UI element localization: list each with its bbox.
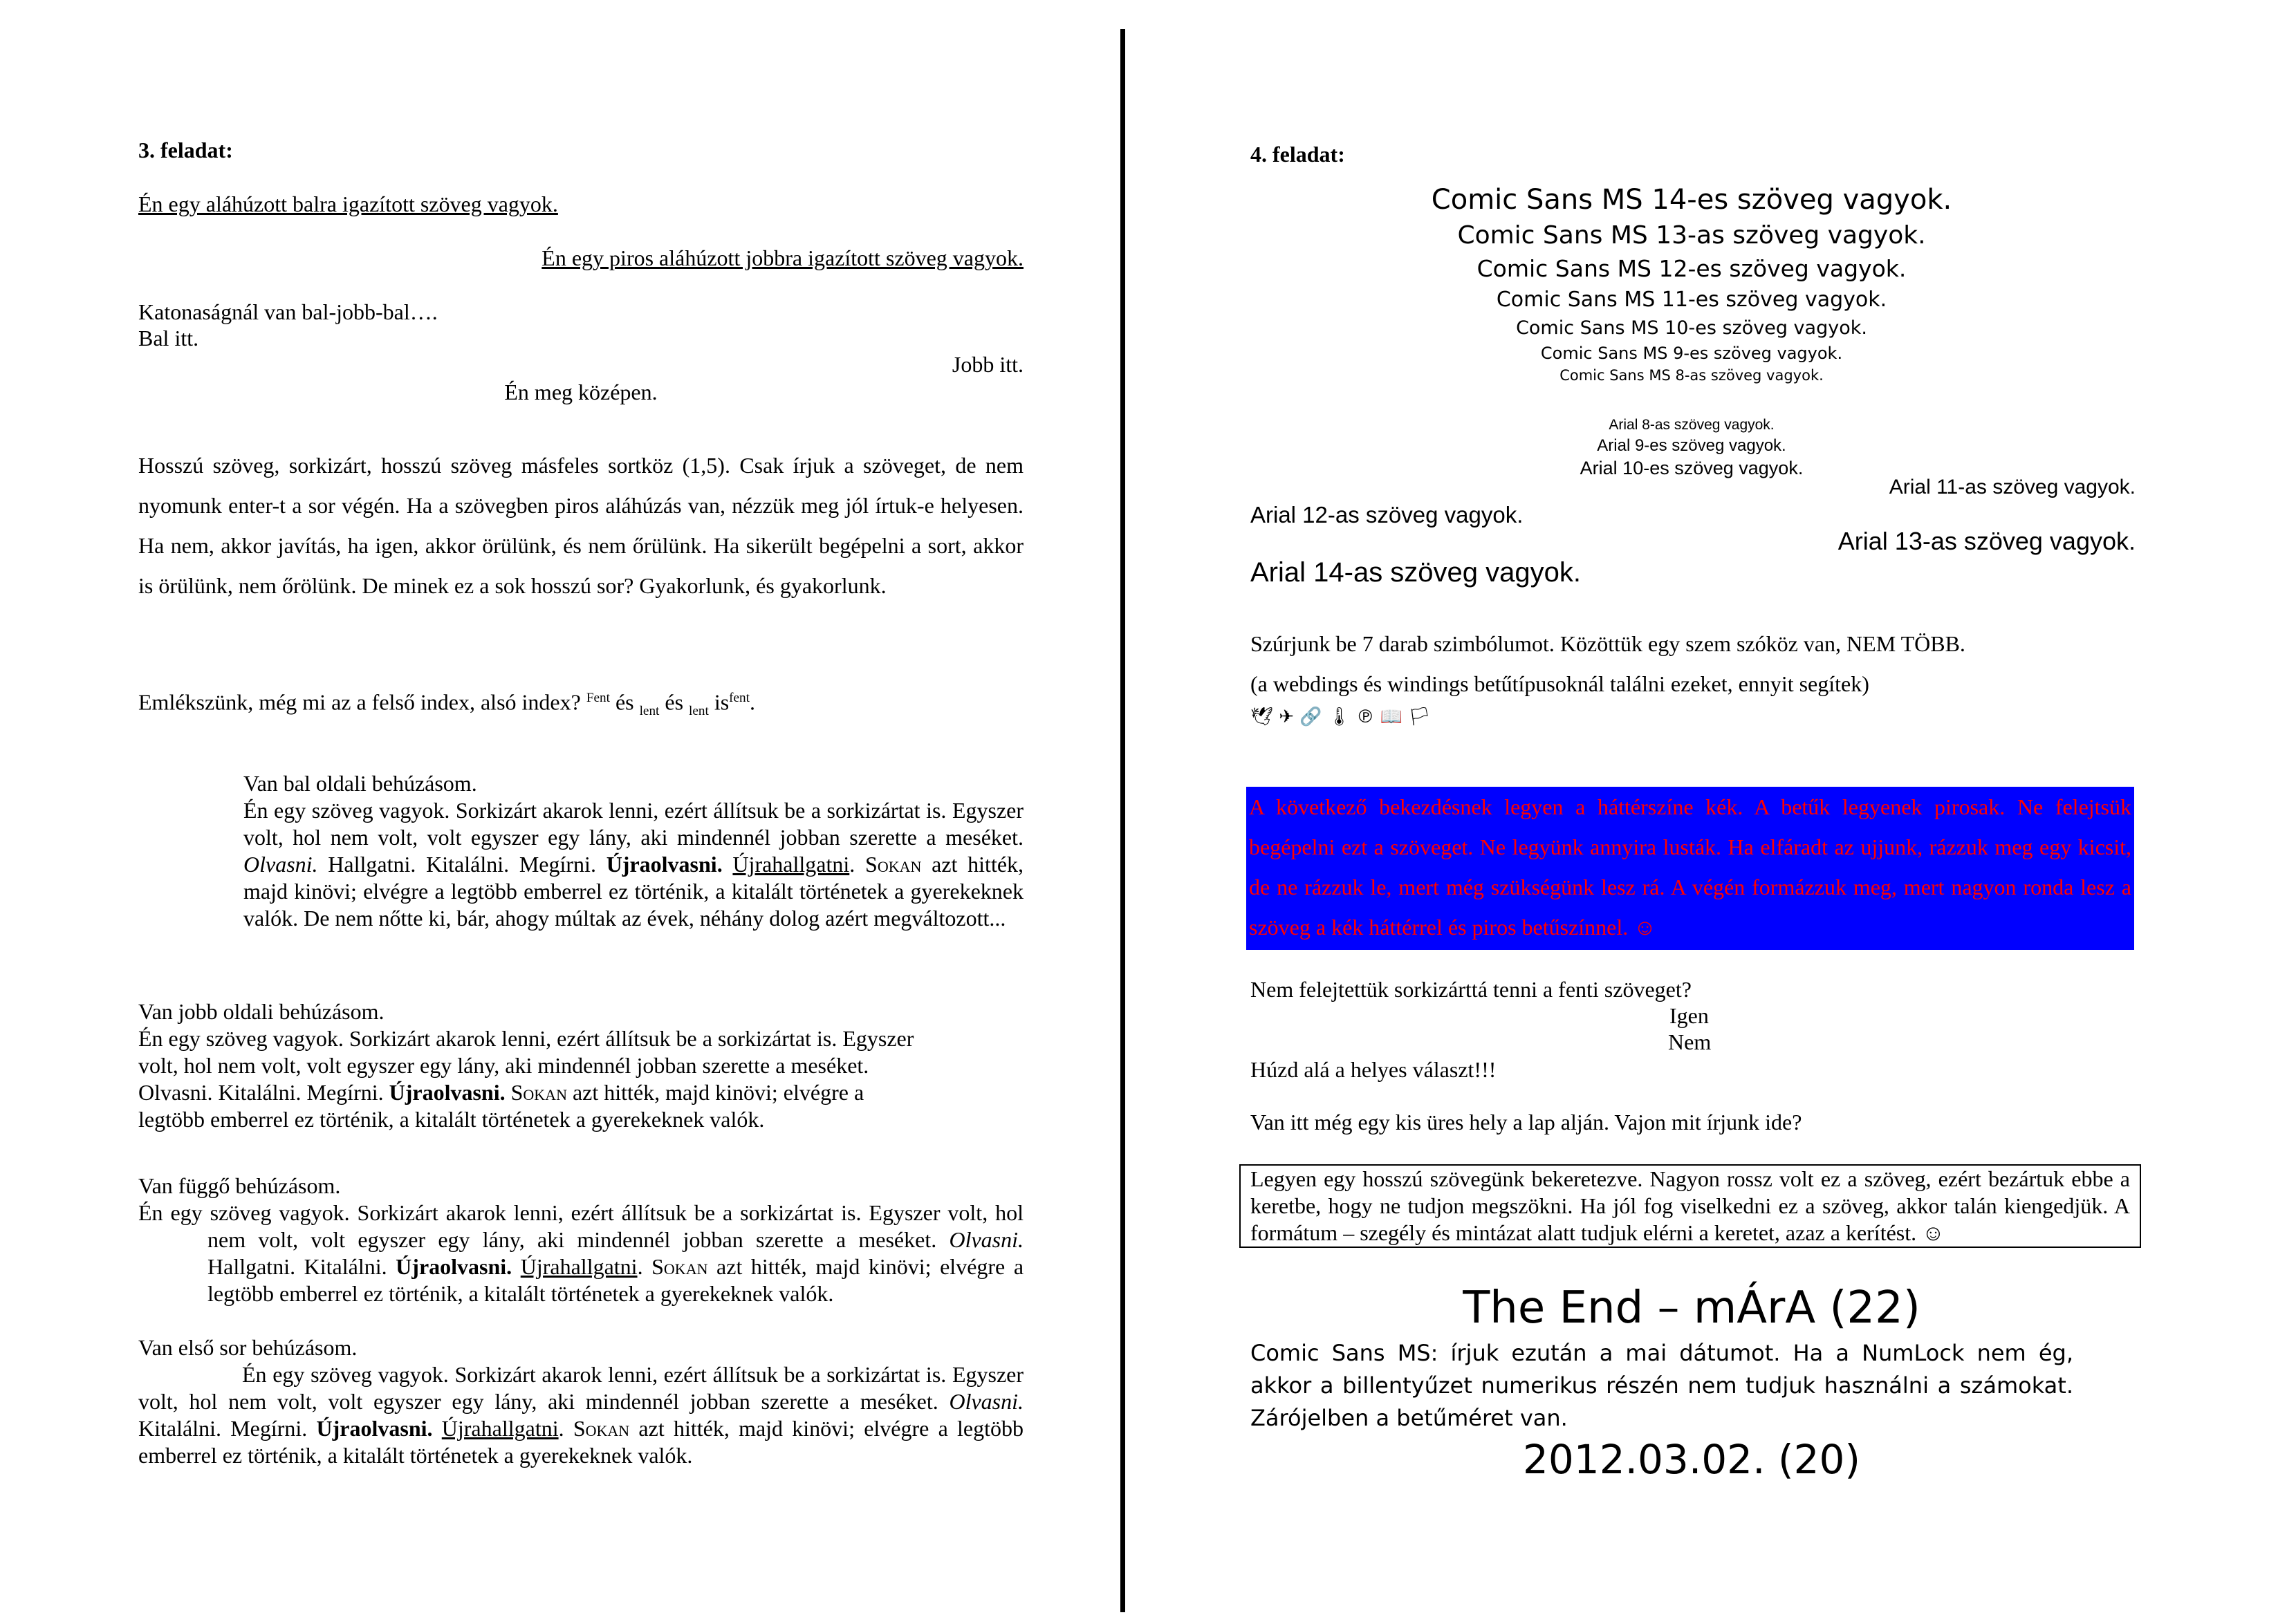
army-line-2: Bal itt. (138, 326, 199, 351)
superscript-2: fent (729, 691, 750, 705)
question-justified: Nem felejtettük sorkizárttá tenni a fenti szöveget? (1250, 977, 1692, 1002)
subscript-2: lent (689, 704, 709, 719)
index-word-2: és (665, 689, 684, 715)
bordered-paragraph: Legyen egy hosszú szövegünk bekeretezve. Nagyon rossz volt ez a szöveg, ezért bezártuk ebbe a keretbe, hogy ne tudjon megszökni. Ha jól fog viselkedni ez a szöveg, akkor talán kiengedjük. A formátum – szegély és mintázat alatt tudjuk elérni a keretet, azaz a kerítést. ☺ (1239, 1164, 2141, 1248)
page-divider (1120, 29, 1125, 1612)
symbols-row: 🕊 ✈ 🔗 🌡 ℗ 📖 🏳 (1250, 707, 1432, 727)
block2-title: Van jobb oldali behúzásom. (138, 999, 385, 1024)
arial-12: Arial 12-as szöveg vagyok. (1250, 502, 1524, 528)
index-end: . (750, 689, 755, 715)
block4-body: Én egy szöveg vagyok. Sorkizárt akarok lenni, ezért állítsuk be a sorkizártat is. Egyszer volt, hol nem volt, volt egyszer egy lány, aki mindennél jobban szerette a meséket. Olvasni. Kitalálni. Megírni. Újraolvasni. Újrahallgatni. Sokan azt hitték, majd kinövi; elvégre a legtöbb emberrel ez történik, a kitalált történetek a gyerekeknek valók. (138, 1362, 1024, 1468)
underlined-right-line: Én egy piros aláhúzott jobbra igazított szöveg vagyok. (541, 245, 1024, 270)
symbols-instruction-1: Szúrjunk be 7 darab szimbólumot. Közöttük egy szem szóköz van, NEM TÖBB. (1250, 631, 1965, 656)
instruction-underline: Húzd alá a helyes választ!!! (1250, 1057, 1497, 1082)
block2-body: Én egy szöveg vagyok. Sorkizárt akarok lenni, ezért állítsuk be a sorkizártat is. Egyszer volt, hol nem volt, volt egyszer egy lány, aki mindennél jobban szerette a meséket. Olvasni. Kitalálni. Megírni. Újraolvasni. Sokan azt hitték, majd kinövi; elvégre a legtöbb emberrel ez történik, a kitalált történetek a gyerekeknek valók. (138, 1026, 914, 1132)
block4-title: Van első sor behúzásom. (138, 1335, 358, 1360)
task4-heading: 4. feladat: (1250, 142, 1345, 167)
arial-centered-list (1250, 415, 2133, 480)
comic-line-13: Comic Sans MS 13-as szöveg vagyok. (1457, 221, 1926, 250)
comic-line-8: Comic Sans MS 8-as szöveg vagyok. (1559, 367, 1824, 384)
comic-line-9: Comic Sans MS 9-es szöveg vagyok. (1540, 344, 1843, 363)
superscript-1: Fent (586, 691, 610, 705)
block1-body: Én egy szöveg vagyok. Sorkizárt akarok lenni, ezért állítsuk be a sorkizártat is. Egyszer volt, hol nem volt, volt egyszer egy lány, aki mindennél jobban szerette a meséket. Olvasni. Hallgatni. Kitalálni. Megírni. Újraolvasni. Újrahallgatni. Sokan azt hitték, majd kinövi; elvégre a legtöbb emberrel ez történik, a kitalált történetek a gyerekeknek valók. De nem nőtte ki, bár, ahogy múltak az évek, néhány dolog azért megváltozott... (243, 798, 1024, 931)
answer-igen[interactable]: Igen (1669, 1003, 1709, 1028)
block1-title: Van bal oldali behúzásom. (243, 771, 477, 796)
army-line-3: Jobb itt. (952, 352, 1024, 377)
answer-nem[interactable]: Nem (1668, 1029, 1712, 1054)
question-empty-space: Van itt még egy kis üres hely a lap alján. Vajon mit írjunk ide? (1250, 1110, 1802, 1135)
block3-body: Én egy szöveg vagyok. Sorkizárt akarok lenni, ezért állítsuk be a sorkizártat is. Egyszer volt, hol nem volt, volt egyszer egy lány, aki mindennél jobban szerette a meséket. Olvasni. Hallgatni. Kitalálni. Újraolvasni. Újrahallgatni. Sokan azt hitték, majd kinövi; elvégre a legtöbb emberrel ez történik, a kitalált történetek a gyerekeknek valók. (138, 1200, 1024, 1306)
index-word-1: és (615, 689, 634, 715)
comic-line-14: Comic Sans MS 14-es szöveg vagyok. (1431, 184, 1952, 216)
arial-8: Arial 8-as szöveg vagyok. (1609, 417, 1775, 433)
date-line: 2012.03.02. (20) (1522, 1436, 1860, 1483)
subscript-1: lent (639, 704, 660, 719)
comic-line-12: Comic Sans MS 12-es szöveg vagyok. (1476, 255, 1907, 282)
arial-13: Arial 13-as szöveg vagyok. (1837, 527, 2136, 555)
index-text: Emlékszünk, még mi az a felső index, alsó index? (138, 689, 581, 715)
comic-line-10: Comic Sans MS 10-es szöveg vagyok. (1516, 317, 1867, 339)
index-word-3: is (714, 689, 730, 715)
the-end-title: The End – mÁrA (22) (1463, 1282, 1920, 1334)
blue-background-paragraph: A következő bekezdésnek legyen a háttérszíne kék. A betűk legyenek pirosak. Ne felejtsük begépelni ezt a szöveget. Ne legyünk annyira lusták. Ha elfáradt az ujjunk, rázzuk meg egy kicsit, de ne rázzuk le, mert még szükségünk lesz rá. A végén formázzuk meg, mert nagyon ronda lesz a szöveg a kék háttérrel és piros betűszínnel. ☺ (1246, 787, 2134, 950)
symbols-instruction-2: (a webdings és windings betűtípusoknál találni ezeket, ennyit segítek) (1250, 671, 1869, 696)
comic-line-11: Comic Sans MS 11-es szöveg vagyok. (1496, 288, 1887, 312)
underlined-left-line: Én egy aláhúzott balra igazított szöveg vagyok. (138, 192, 558, 216)
arial-9: Arial 9-es szöveg vagyok. (1597, 436, 1786, 455)
long-justified-paragraph: Hosszú szöveg, sorkizárt, hosszú szöveg másfeles sortköz (1,5). Csak írjuk a szöveget, de nem nyomunk enter-t a sor végén. Ha a szövegben piros aláhúzás van, nézzük meg jól írtuk-e helyesen. Ha nem, akkor javítás, ha igen, akkor örülünk, és nem őrülünk. Ha sikerült begépelni a sort, akkor is örülünk, nem őrölünk. De minek ez a sok hosszú sor? Gyakorlunk, és gyakorlunk. (138, 453, 1024, 598)
army-line-1: Katonaságnál van bal-jobb-bal…. (138, 299, 438, 324)
comic-paragraph: Comic Sans MS: írjuk ezután a mai dátumot. Ha a NumLock nem ég, akkor a billentyűzet numerikus részén nem tudjuk használni a számokat. Zárójelben a betűméret van. (1250, 1340, 2073, 1431)
index-line (138, 684, 755, 725)
comic-size-list (1250, 181, 2133, 386)
arial-10: Arial 10-es szöveg vagyok. (1580, 458, 1804, 478)
block3-title: Van függő behúzásom. (138, 1173, 341, 1198)
army-line-4: Én meg középen. (504, 380, 658, 404)
arial-14: Arial 14-as szöveg vagyok. (1250, 557, 1582, 588)
task3-heading: 3. feladat: (138, 138, 233, 162)
arial-11: Arial 11-as szöveg vagyok. (1889, 476, 2136, 498)
